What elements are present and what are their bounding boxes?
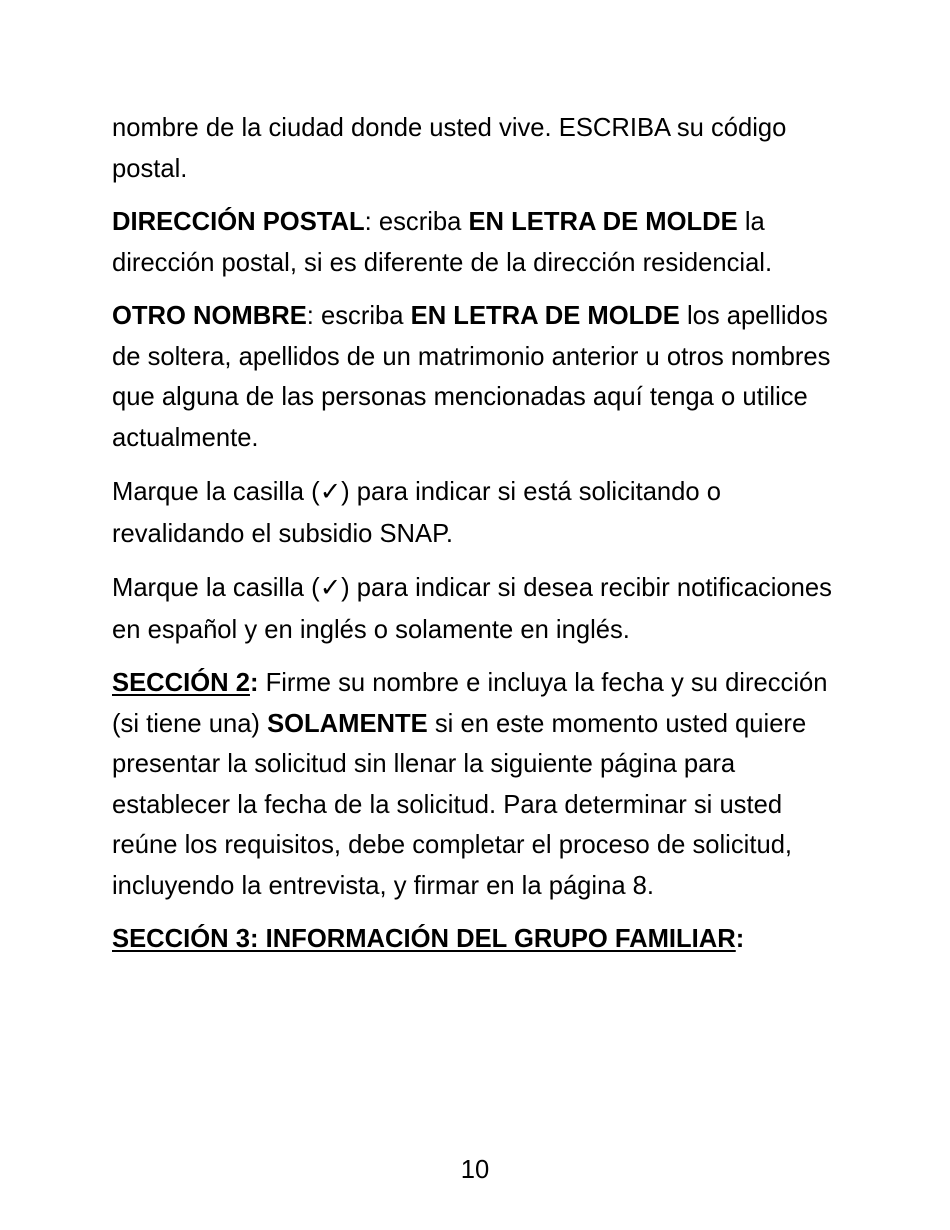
mailing-address-label: DIRECCIÓN POSTAL [112, 208, 365, 236]
other-name-text-2: los apellidos de soltera, apellidos de un matrimonio anterior u otros nombres que alguna de las personas mencionadas aquí tenga o utilice actualmente. [112, 302, 831, 452]
section-2-colon: : [249, 669, 259, 697]
paragraph-city-zip: nombre de la ciudad donde usted vive. ESCRIBA su código postal. [112, 114, 787, 183]
other-name-emphasis: EN LETRA DE MOLDE [410, 302, 680, 330]
checkmark-icon: ✓ [319, 574, 342, 602]
other-name-text-1: : escriba [306, 302, 411, 330]
section-3-colon: : [735, 925, 745, 953]
snap-checkbox-text-2: ) para indicar si está solicitando o revalidando el subsidio SNAP. [112, 478, 721, 548]
paragraph-other-name [112, 296, 852, 458]
section-2-text-1: Firme su nombre e incluya la fecha y su dirección (si tiene una) [112, 669, 828, 738]
section-3-heading: SECCIÓN 3: INFORMACIÓN DEL GRUPO FAMILIAR [112, 925, 736, 953]
paragraph-section-3 [112, 919, 852, 960]
document-body [112, 108, 852, 973]
language-checkbox-text-2: ) para indicar si desea recibir notificaciones en español y en inglés o solamente en inglés. [112, 574, 832, 644]
mailing-address-text-1: : escriba [364, 208, 469, 236]
section-2-heading: SECCIÓN 2 [112, 669, 250, 697]
section-2-text-2: si en este momento usted quiere presentar la solicitud sin llenar la siguiente página para establecer la fecha de la solicitud. Para determinar si usted reúne los requisitos, debe completar el proceso de solicitud, incluyendo la entrevista, y firmar en la página 8. [112, 709, 807, 900]
paragraph-snap-checkbox [112, 471, 852, 555]
language-checkbox-text-1: Marque la casilla ( [112, 574, 320, 602]
checkmark-icon: ✓ [319, 478, 342, 506]
page-number: 10 [460, 1156, 490, 1184]
paragraph-language-checkbox [112, 567, 852, 651]
paragraph-mailing-address [112, 202, 852, 283]
other-name-label: OTRO NOMBRE [112, 302, 307, 330]
snap-checkbox-text-1: Marque la casilla ( [112, 478, 320, 506]
mailing-address-text-2: la dirección postal, si es diferente de la dirección residencial. [112, 208, 773, 277]
paragraph-section-2 [112, 663, 852, 906]
section-2-emphasis: SOLAMENTE [267, 709, 428, 738]
mailing-address-emphasis: EN LETRA DE MOLDE [468, 208, 738, 236]
